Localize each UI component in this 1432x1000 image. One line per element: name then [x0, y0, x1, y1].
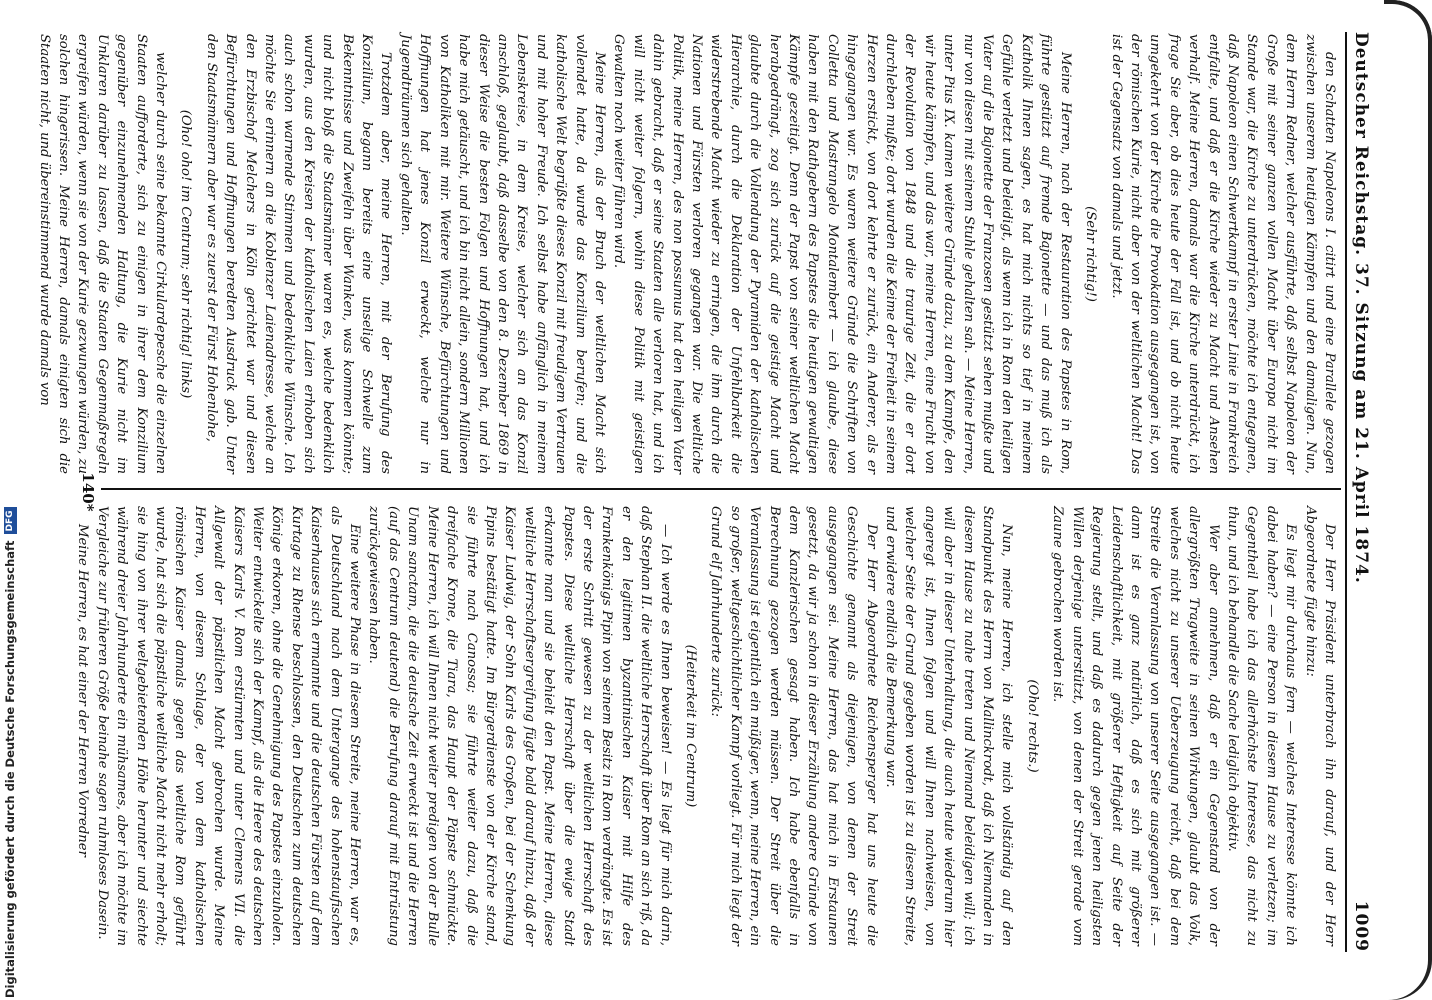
paragraph: Es liegt mir durchaus fern — welches Interesse könnte ich dabei haben? — eine Person in diesem Hause zu verletzen; im Gegentheil habe ich das allerhöchste Interesse, das nicht zu thun, und ich behandle die Sache lediglich objektiv.: [1224, 506, 1299, 946]
paragraph: Wer aber annehmen, daß er ein Gegenstand von der allergrößten Tragweite in seinen Wirkungen, glaubt das Volk, welches nicht zu unserer Ueberzeugung reicht, daß bei dem Streite die Veranlassung von unserer Seite ausgegangen ist. — dann ist es ganz natürlich, daß es sich mit größerer Leidenschaftlichkeit, mit größerer Heftigkeit auf Seite der Regierung stellt, und daß es dadurch gegen jenen heiligsten Willen derjenige unterstützt, von denen der Streit gerade vom Zaune gebrochen worden ist.: [1050, 506, 1221, 946]
left-column: [36, 34, 1339, 474]
page-number: 1009: [1351, 900, 1371, 952]
paragraph: Meine Herren, als der Bruch der weltlichen Macht sich vollendet hatte, da wurde das Konzilium berufen; und die katholische Welt begrüßte dieses Konzil mit freudigem Vertrauen und mit hoher Freude. Ich selbst habe anfänglich in meinem Lebenskreise, in dem Kreise, welcher sich an das Konzil anschloß, geglaubt, daß dasselbe von den 8. Dezember 1869 in dieser Weise die besten Folgen und Hoffnungen hat, und ich habe mich getäuscht, und ich bin nicht allein, sondern Millionen von Katholiken mit mir. Weitere Wünsche, Befürchtungen und Hoffnungen hat jenes Konzil erweckt, welche nur in Jugendträumen sich gehalten.: [397, 34, 607, 474]
paragraph: Meine Herren, es hat einer der Herren Vorredner: [75, 524, 91, 857]
header-rule: [1345, 32, 1347, 952]
paragraph: Der Herr Präsident unterbrach ihn darauf, und der Herr Abgeordnete fügte hinzu:: [1302, 506, 1337, 946]
signature-mark: 140*: [79, 472, 97, 512]
credit-strip: [0, 0, 20, 1000]
interjection: (Heiterkeit im Centrum): [683, 644, 698, 808]
header-title: Deutscher Reichstag. 37. Sitzung am 21. April 1874.: [1351, 32, 1371, 584]
column-divider: [101, 488, 1341, 490]
paragraph: Eine weitere Phase in diesem Streite, meine Herren, war es, als Deutschland nach dem Untergange des hohenstaufischen Kaiserhauses sich ermannte und die deutschen Fürsten auf dem Kurtage zu Rhense beschlossen, den Deutschen zum deutschen Könige erkoren, ohne die Genehmigung des Papstes einzuholen. Weiter entwickelte sich der Kampf, als die Heere des deutschen Kaisers Karls V. Rom erstürmten und unter Clemens VII. die Allgewalt der päpstlichen Macht gebrochen wurde. Meine Herren, von diesem Schlage, der von dem katholischen römischen Kaiser damals gegen das weltliche Rom geführt wurde, hat sich die päpstliche weltliche Macht nicht mehr erholt; sie hing von ihrer weltgebietenden Höhe herunter und siechte während dreier Jahrhunderte ein mühsames, aber ich möchte im Vergleiche zur früheren Größe beinahe sagen ruhmloses Dasein.: [94, 506, 363, 946]
newspaper-page: [36, 12, 1385, 972]
interjection: (Sehr richtig!): [1083, 206, 1099, 302]
credit-text: Digitalisierung gefördert durch die Deutsche Forschungsgemeinschaft: [3, 540, 17, 998]
right-column: [75, 506, 1339, 946]
credit-line: [3, 507, 17, 998]
paragraph: welcher durch seine bekannte Cirkulardepesche die einzelnen Staaten aufforderte, sich zu einigen in ihrer dem Konzilium gegenüber einzunehmenden Haltung, die Kurie nicht im Unklaren darüber zu lassen, daß die Staaten Gegenmaßregeln ergreifen würden, wenn sie von der Kurie gezwungen würden, zu solchen hingerissen. Meine Herren, damals einigten sich die Staaten nicht, und übereinstimmend wurde damals von: [36, 34, 169, 474]
interjection: (Oho! oho! im Centrum; sehr richtig! links): [178, 109, 194, 399]
paragraph: den Schatten Napoleons I. citirt und eine Parallele gezogen zwischen unserem heutigen Kämpfen und den damaligen. Nun, dem Herrn Redner, welcher ausführte, daß selbst Napoleon der Große mit seiner ganzen vollen Macht über Europa nicht im Stande war, die Kirche zu unterdrücken, möchte ich entgegnen, daß Napoleon einen Schwertkampf in erster Linie in Frankreich entfalte, und daß er die Kirche wieder zu Macht und Ansehen verhalf. Meine Herren, damals war die Kirche unterdrückt, ich frage Sie aber, ob dies heute der Fall ist, und ob nicht heute umgekehrt von der Kirche die Provokation ausgegangen ist, von der römischen Kurie, nicht aber von der weltlichen Macht! Das ist der Gegensatz von damals und jetzt.: [1108, 34, 1337, 474]
page-header: [1351, 32, 1385, 952]
paragraph: Der Herr Abgeordnete Reichensperger hat uns heute die Geschichte genannt als diejenigen, von denen der Streit ausgegangen sei. Meine Herren, das hat mich in Erstaunen gesetzt, da wir ja schon in dieser Erzählung andere Gründe von dem Kanzlerischen gesagt haben. Ich habe ebenfalls in Berechnung gezogen werden müssen. Der Streit über die Veranlassung ist eigentlich ein müßiger, wenn, meine Herren, ein so großer, weltgeschichtlicher Kampf vorliegt. Für mich liegt der Grund elf Jahrhunderte zurück:: [708, 506, 879, 946]
paragraph: Meine Herren, nach der Restauration des Papstes in Rom, führte gestützt auf fremde Bajonette — und das muß ich als Katholik Ihnen sagen, es hat mich nichts so tief in meinem Gefühle verletzt und beleidigt, als wenn ich in Rom den heiligen Vater auf die Bajonette der Franzosen gestützt sehen mußte und nur von diesen mit seinem Stuhle gehalten sah. — Meine Herren, unter Pius IX. kamen weitere Gründe dazu, zu dem Kampfe, den wir heute kämpfen, und das war, meine Herren, eine Frucht von der Revolution von 1848 und die traurige Zeit, die er dort durchleben mußte; dort wurden die Keime der Freiheit in seinem Herzen erstickt, von dort kehrte er zurück, ein Anderer, als er hingegangen war. Es waren weitere Gründe die Schriften von Colletta und Mastrangelo Montalembert — ich glaube, diese haben mit den Rathgebern des Papstes die heutigen gewaltigen Kämpfe gezeitigt. Denn der Papst von seiner weltlichen Macht herabgedrängt, zog sich zurück auf die geistige Macht und glaubte durch die Vollendung der Pyramiden der katholischen Hierarchie, durch die Deklaration der Unfehlbarkeit die widerstrebende Macht wieder zu erringen, die ihm durch die Nationen und Fürsten verloren gegangen war. Die weltliche Politik, meine Herren, des non possumus hat den heiligen Vater dahin gebracht, daß er seine Staaten alle verloren hat, und ich will nicht weiter folgern, wohin diese Politik mit geistigen Gewalten noch weiter führen wird.: [611, 34, 1073, 474]
paragraph: Trotzdem aber, meine Herren, mit der Berufung des Konzilium, begann bereits eine unselige Schwelle zum Bekenntnisse und Zweifeln über Wanken, was kommen könnte; und nicht bloß die Staatsmänner waren es, welche bedenklich wurden, aus den Kreisen der katholischen Laien erhoben sich auch schon warnende Stimmen und bedenkliche Wünsche. Ich möchte Sie erinnern an die Koblenzer Laienadresse, welche an den Erzbischof Melchers in Köln gerichtet war und diesen Befürchtungen und Hoffnungen beredten Ausdruck gab. Unter den Staatsmännern aber war es zuerst der Fürst Hohenlohe,: [203, 34, 394, 474]
dfg-logo-icon: DFG: [4, 507, 17, 534]
paragraph: — Ich werde es Ihnen beweisen! — Es liegt für mich darin, daß Stephan II. die weltliche Herrschaft über Rom an sich riß, da er den legitimen byzantinischen Kaiser mit Hilfe des Frankenkönigs Pipin von seinem Besitz in Rom verdrängte. Es ist der erste Schritt gewesen zu der weltlichen Herrschaft des Papstes. Diese weltliche Herrschaft über die ewige Stadt erkannte man und sie behielt den Papst. Meine Herren, diese weltliche Herrschaftsergreifung fügte bald darauf hinzu, daß der Kaiser Ludwig, der Sohn Karls des Großen, bei der Schenkung Pipins bestätigt hatte. Im Bürgerdienste von der Kirche stand, sie führte nach Canossa; sie führte weiter dazu, daß die dreifache Krone, die Tiara, das Haupt der Päpste schmückte. Meine Herren, ich will Ihnen nicht weiter predigen von der Bulle Unam sanctam, die die deutsche Zeit erweckt ist und die Herren (auf das Centrum deutend) die Berufung darauf mit Entrüstung zurückgewiesen haben.: [366, 506, 673, 946]
interjection: (Oho! rechts.): [1024, 679, 1040, 773]
paragraph: Nun, meine Herren, ich stelle mich vollständig auf den Standpunkt des Herrn von Mallinckrodt, daß ich Niemanden in diesem Hause zu nahe treten und Niemand beleidigen will; ich will aber in dieser Unterhaltung, die auch heute wiederum hier angeregt ist, Ihnen folgen und will Ihnen nachweisen, von welcher Seite der Grund gegeben worden ist zu diesem Streite, und erwidere endlich die Bemerkung war.: [883, 506, 1015, 946]
